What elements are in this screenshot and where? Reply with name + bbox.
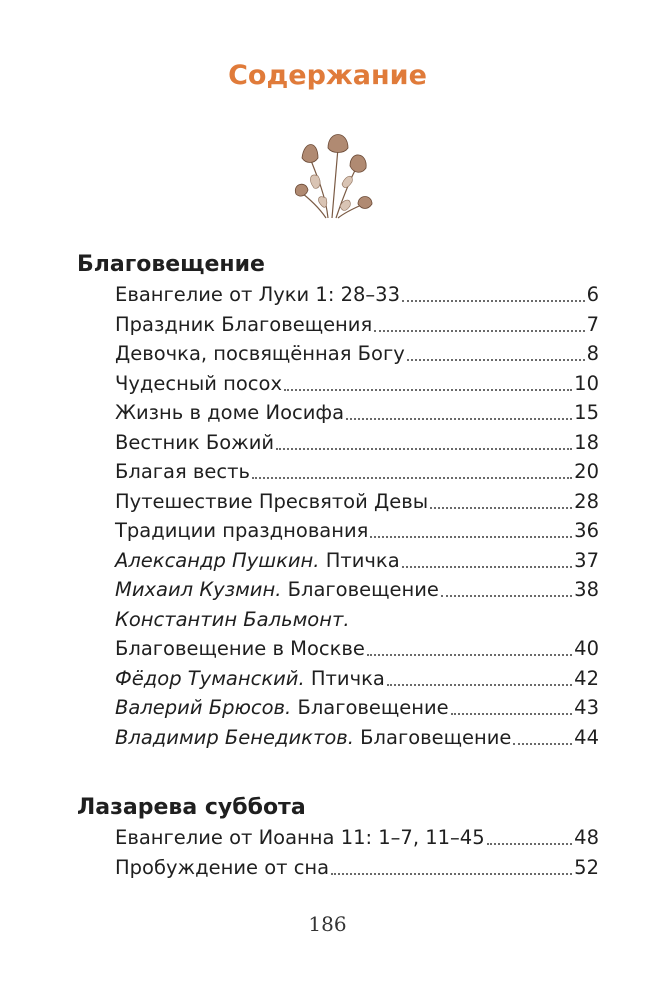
toc-entry-page: 6 bbox=[586, 283, 599, 306]
toc-entry-text: Жизнь в доме Иосифа bbox=[115, 401, 345, 424]
toc-entry bbox=[115, 428, 599, 458]
toc-entry-text: Благовещение bbox=[297, 696, 449, 719]
toc-entry-author: Константин Бальмонт. bbox=[115, 607, 350, 631]
toc-entry-label bbox=[115, 664, 385, 694]
toc-entry bbox=[115, 634, 599, 664]
toc-entry-label bbox=[115, 723, 511, 753]
toc-entry-text: Пробуждение от сна bbox=[115, 855, 330, 879]
toc-entry-label bbox=[115, 605, 350, 635]
toc-entry-label bbox=[115, 310, 372, 340]
section-annunciation bbox=[77, 250, 599, 752]
toc-entry bbox=[115, 853, 599, 883]
section-title: Благовещение bbox=[77, 252, 265, 277]
toc-entry-page: 7 bbox=[586, 312, 599, 336]
toc-entry-label bbox=[115, 487, 428, 517]
toc-entry-page: 10 bbox=[574, 371, 599, 395]
toc-entry-label bbox=[115, 280, 400, 310]
page-number: 186 bbox=[308, 912, 347, 936]
toc-entry-page: 48 bbox=[574, 826, 599, 849]
toc-entry-text: Традиции празднования bbox=[115, 519, 369, 542]
toc-list bbox=[115, 823, 599, 882]
toc-entry-text: Благовещение bbox=[360, 725, 512, 749]
toc-entry bbox=[115, 280, 599, 310]
toc-entry bbox=[115, 823, 599, 853]
dot-leader bbox=[367, 652, 572, 656]
toc-entry-page: 38 bbox=[574, 578, 599, 601]
toc-entry-page: 36 bbox=[574, 519, 599, 542]
toc-entry-page: 28 bbox=[574, 489, 599, 513]
toc-entry-label bbox=[115, 823, 485, 853]
dot-leader bbox=[252, 475, 572, 479]
toc-entry bbox=[115, 664, 599, 694]
toc-entry bbox=[115, 398, 599, 428]
toc-entry-page: 18 bbox=[574, 430, 599, 454]
dot-leader bbox=[331, 871, 572, 875]
toc-entry-page: 40 bbox=[574, 637, 599, 660]
toc-entry-text: Чудесный посох bbox=[115, 371, 282, 395]
toc-entry-page: 20 bbox=[574, 460, 599, 483]
toc-entry bbox=[115, 369, 599, 399]
toc-entry-label bbox=[115, 546, 400, 576]
toc-entry bbox=[115, 310, 599, 340]
dot-leader bbox=[276, 446, 572, 450]
toc-entry-text: Евангелие от Луки 1: 28–33 bbox=[115, 283, 400, 306]
dot-leader bbox=[387, 682, 572, 686]
toc-entry-text: Птичка bbox=[325, 548, 400, 572]
toc-entry-author: Фёдор Туманский. bbox=[115, 666, 305, 690]
toc-entry-label bbox=[115, 693, 449, 723]
toc-entry-label bbox=[115, 339, 405, 369]
toc-entry-author: Валерий Брюсов. bbox=[115, 696, 292, 719]
section-title: Лазарева суббота bbox=[77, 795, 306, 820]
toc-entry bbox=[115, 546, 599, 576]
toc-entry-author: Михаил Кузмин. bbox=[115, 578, 282, 601]
toc-entry-text: Девочка, посвящённая Богу bbox=[115, 342, 405, 365]
dot-leader bbox=[441, 593, 572, 597]
toc-entry-text: Благовещение в Москве bbox=[115, 637, 365, 660]
dot-leader bbox=[407, 357, 585, 361]
toc-entry-text: Благовещение bbox=[287, 578, 439, 601]
dot-leader bbox=[513, 741, 572, 745]
dot-leader bbox=[374, 328, 584, 332]
page-title: Содержание bbox=[228, 60, 427, 91]
flower-illustration bbox=[288, 118, 374, 224]
toc-entry-label bbox=[115, 634, 365, 664]
toc-entry-author: Александр Пушкин. bbox=[115, 548, 320, 572]
dot-leader bbox=[284, 387, 572, 391]
toc-entry-page: 43 bbox=[574, 696, 599, 719]
toc-entry-label bbox=[115, 575, 439, 605]
toc-entry bbox=[115, 605, 599, 635]
toc-entry bbox=[115, 457, 599, 487]
toc-entry-author: Владимир Бенедиктов. bbox=[115, 725, 354, 749]
toc-entry-label bbox=[115, 457, 250, 487]
dot-leader bbox=[346, 416, 572, 420]
toc-entry-page: 15 bbox=[574, 401, 599, 424]
toc-entry-text: Вестник Божий bbox=[115, 430, 275, 454]
toc-entry-label bbox=[115, 398, 344, 428]
dot-leader bbox=[451, 711, 572, 715]
toc-entry bbox=[115, 487, 599, 517]
dot-leader bbox=[370, 534, 572, 538]
toc-entry-page: 42 bbox=[574, 666, 599, 690]
toc-entry bbox=[115, 693, 599, 723]
dot-leader bbox=[402, 298, 585, 302]
toc-entry-page: 52 bbox=[574, 855, 599, 879]
toc-entry bbox=[115, 723, 599, 753]
toc-entry-page: 44 bbox=[574, 725, 599, 749]
toc-entry-text: Птичка bbox=[310, 666, 385, 690]
toc-entry bbox=[115, 516, 599, 546]
toc-entry-label bbox=[115, 853, 329, 883]
toc-entry-text: Благая весть bbox=[115, 460, 250, 483]
toc-entry-page: 37 bbox=[574, 548, 599, 572]
dot-leader bbox=[430, 505, 572, 509]
toc-entry-label bbox=[115, 516, 368, 546]
toc-entry-text: Праздник Благовещения bbox=[115, 312, 373, 336]
dot-leader bbox=[402, 564, 573, 568]
toc-entry bbox=[115, 575, 599, 605]
toc-entry-label bbox=[115, 369, 282, 399]
toc-entry bbox=[115, 339, 599, 369]
dot-leader bbox=[487, 841, 573, 845]
toc-entry-label bbox=[115, 428, 274, 458]
toc-list bbox=[115, 280, 599, 752]
toc-entry-text: Путешествие Пресвятой Девы bbox=[115, 489, 429, 513]
section-lazarus-saturday bbox=[77, 793, 599, 882]
toc-entry-page: 8 bbox=[586, 342, 599, 365]
toc-entry-text: Евангелие от Иоанна 11: 1–7, 11–45 bbox=[115, 826, 485, 849]
